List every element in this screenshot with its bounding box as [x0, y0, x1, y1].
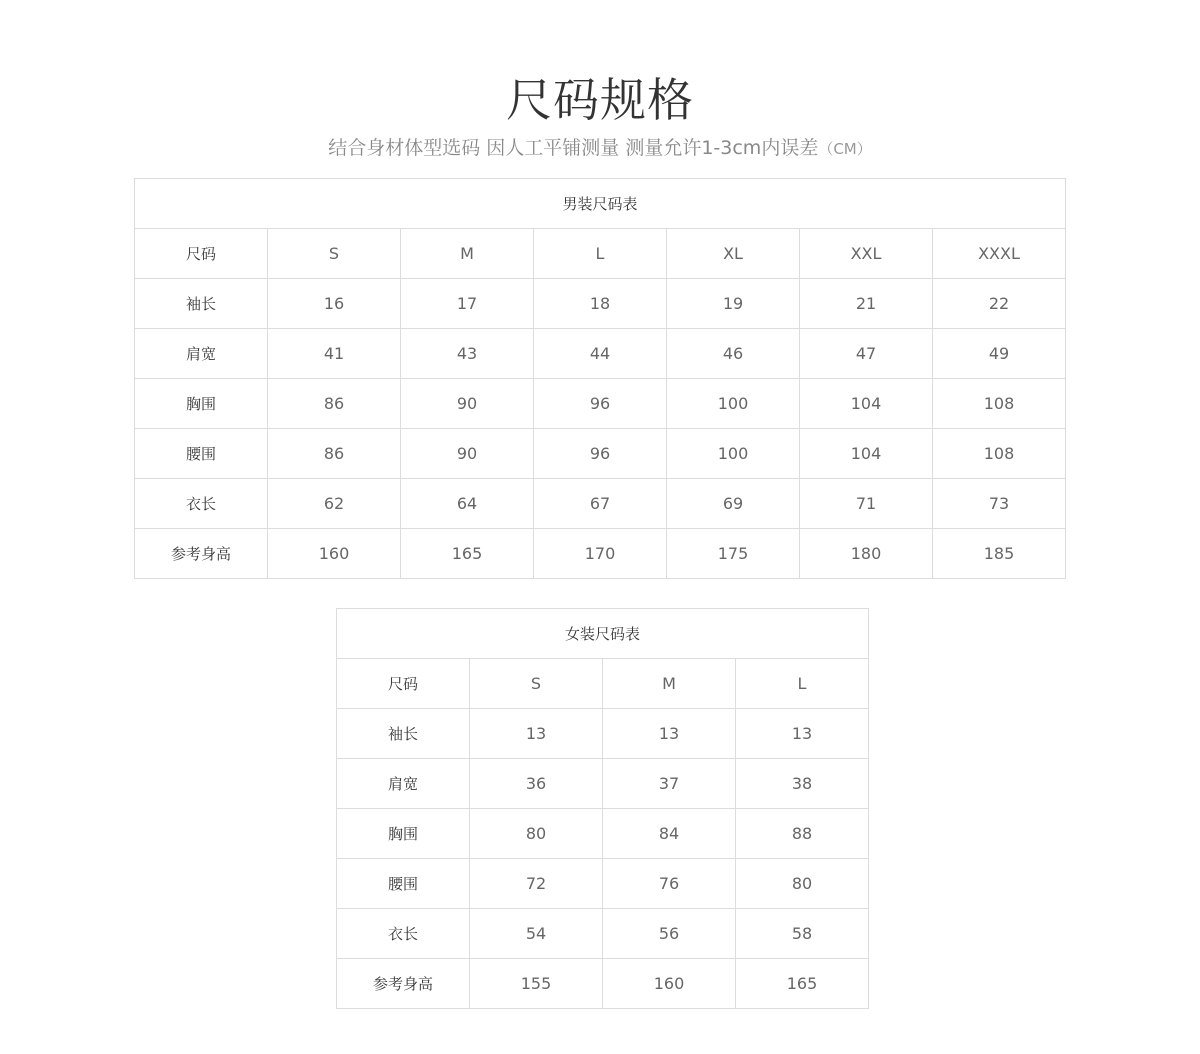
women-size-table	[336, 608, 869, 1009]
measurement-cell: 86	[268, 429, 401, 479]
table-caption: 女装尺码表	[337, 609, 869, 659]
table-row	[135, 329, 1066, 379]
men-size-table	[134, 178, 1066, 579]
size-header-cell: S	[268, 229, 401, 279]
row-label-cell: 胸围	[337, 809, 470, 859]
table-header-row	[337, 659, 869, 709]
measurement-cell: 76	[603, 859, 736, 909]
measurement-cell: 96	[534, 429, 667, 479]
table-caption-row	[337, 609, 869, 659]
measurement-cell: 43	[401, 329, 534, 379]
table-caption: 男装尺码表	[135, 179, 1066, 229]
measurement-cell: 100	[667, 379, 800, 429]
size-header-cell: M	[603, 659, 736, 709]
measurement-cell: 185	[933, 529, 1066, 579]
row-label-cell: 衣长	[337, 909, 470, 959]
table-row	[135, 529, 1066, 579]
size-header-cell: XXXL	[933, 229, 1066, 279]
measurement-cell: 13	[470, 709, 603, 759]
measurement-cell: 80	[470, 809, 603, 859]
measurement-cell: 37	[603, 759, 736, 809]
table-caption-row	[135, 179, 1066, 229]
measurement-cell: 44	[534, 329, 667, 379]
row-label-cell: 腰围	[337, 859, 470, 909]
table-row	[337, 759, 869, 809]
size-header-cell: XL	[667, 229, 800, 279]
measurement-cell: 96	[534, 379, 667, 429]
measurement-cell: 41	[268, 329, 401, 379]
measurement-cell: 54	[470, 909, 603, 959]
measurement-cell: 160	[603, 959, 736, 1009]
measurement-cell: 62	[268, 479, 401, 529]
measurement-cell: 36	[470, 759, 603, 809]
measurement-cell: 73	[933, 479, 1066, 529]
table-header-row	[135, 229, 1066, 279]
size-header-cell: M	[401, 229, 534, 279]
table-row	[337, 859, 869, 909]
unit-label: （CM）	[818, 140, 872, 158]
measurement-cell: 170	[534, 529, 667, 579]
page-subtitle	[0, 134, 1200, 163]
measurement-cell: 155	[470, 959, 603, 1009]
measurement-cell: 18	[534, 279, 667, 329]
page-title: 尺码规格	[506, 73, 694, 127]
measurement-cell: 13	[603, 709, 736, 759]
row-label-cell: 衣长	[135, 479, 268, 529]
size-header-cell: XXL	[800, 229, 933, 279]
measurement-cell: 19	[667, 279, 800, 329]
table-row	[337, 959, 869, 1009]
row-label-cell: 胸围	[135, 379, 268, 429]
measurement-cell: 22	[933, 279, 1066, 329]
measurement-cell: 67	[534, 479, 667, 529]
row-label-cell: 肩宽	[135, 329, 268, 379]
measurement-cell: 104	[800, 429, 933, 479]
table-row	[135, 479, 1066, 529]
measurement-cell: 58	[736, 909, 869, 959]
row-label-cell: 腰围	[135, 429, 268, 479]
measurement-cell: 175	[667, 529, 800, 579]
measurement-cell: 165	[401, 529, 534, 579]
measurement-cell: 38	[736, 759, 869, 809]
measurement-cell: 86	[268, 379, 401, 429]
measurement-cell: 21	[800, 279, 933, 329]
measurement-cell: 108	[933, 379, 1066, 429]
row-label-cell: 参考身高	[337, 959, 470, 1009]
measurement-cell: 16	[268, 279, 401, 329]
row-label-cell: 袖长	[135, 279, 268, 329]
measurement-cell: 84	[603, 809, 736, 859]
row-label-cell: 参考身高	[135, 529, 268, 579]
size-header-cell: L	[534, 229, 667, 279]
size-header-cell: S	[470, 659, 603, 709]
measurement-cell: 100	[667, 429, 800, 479]
measurement-cell: 160	[268, 529, 401, 579]
measurement-cell: 69	[667, 479, 800, 529]
row-label-cell: 肩宽	[337, 759, 470, 809]
measurement-cell: 64	[401, 479, 534, 529]
measurement-cell: 49	[933, 329, 1066, 379]
measurement-cell: 165	[736, 959, 869, 1009]
measurement-cell: 90	[401, 429, 534, 479]
table-row	[135, 429, 1066, 479]
measurement-cell: 180	[800, 529, 933, 579]
table-row	[337, 909, 869, 959]
measurement-cell: 80	[736, 859, 869, 909]
table-row	[135, 379, 1066, 429]
measurement-cell: 13	[736, 709, 869, 759]
measurement-cell: 47	[800, 329, 933, 379]
measurement-cell: 46	[667, 329, 800, 379]
header-label-cell: 尺码	[337, 659, 470, 709]
measurement-cell: 104	[800, 379, 933, 429]
measurement-cell: 108	[933, 429, 1066, 479]
measurement-cell: 17	[401, 279, 534, 329]
subtitle-text: 结合身材体型选码 因人工平铺测量 测量允许1-3cm内误差	[328, 137, 819, 159]
table-row	[337, 709, 869, 759]
measurement-cell: 90	[401, 379, 534, 429]
measurement-cell: 88	[736, 809, 869, 859]
size-header-cell: L	[736, 659, 869, 709]
row-label-cell: 袖长	[337, 709, 470, 759]
measurement-cell: 71	[800, 479, 933, 529]
header-label-cell: 尺码	[135, 229, 268, 279]
table-row	[337, 809, 869, 859]
measurement-cell: 56	[603, 909, 736, 959]
table-row	[135, 279, 1066, 329]
measurement-cell: 72	[470, 859, 603, 909]
